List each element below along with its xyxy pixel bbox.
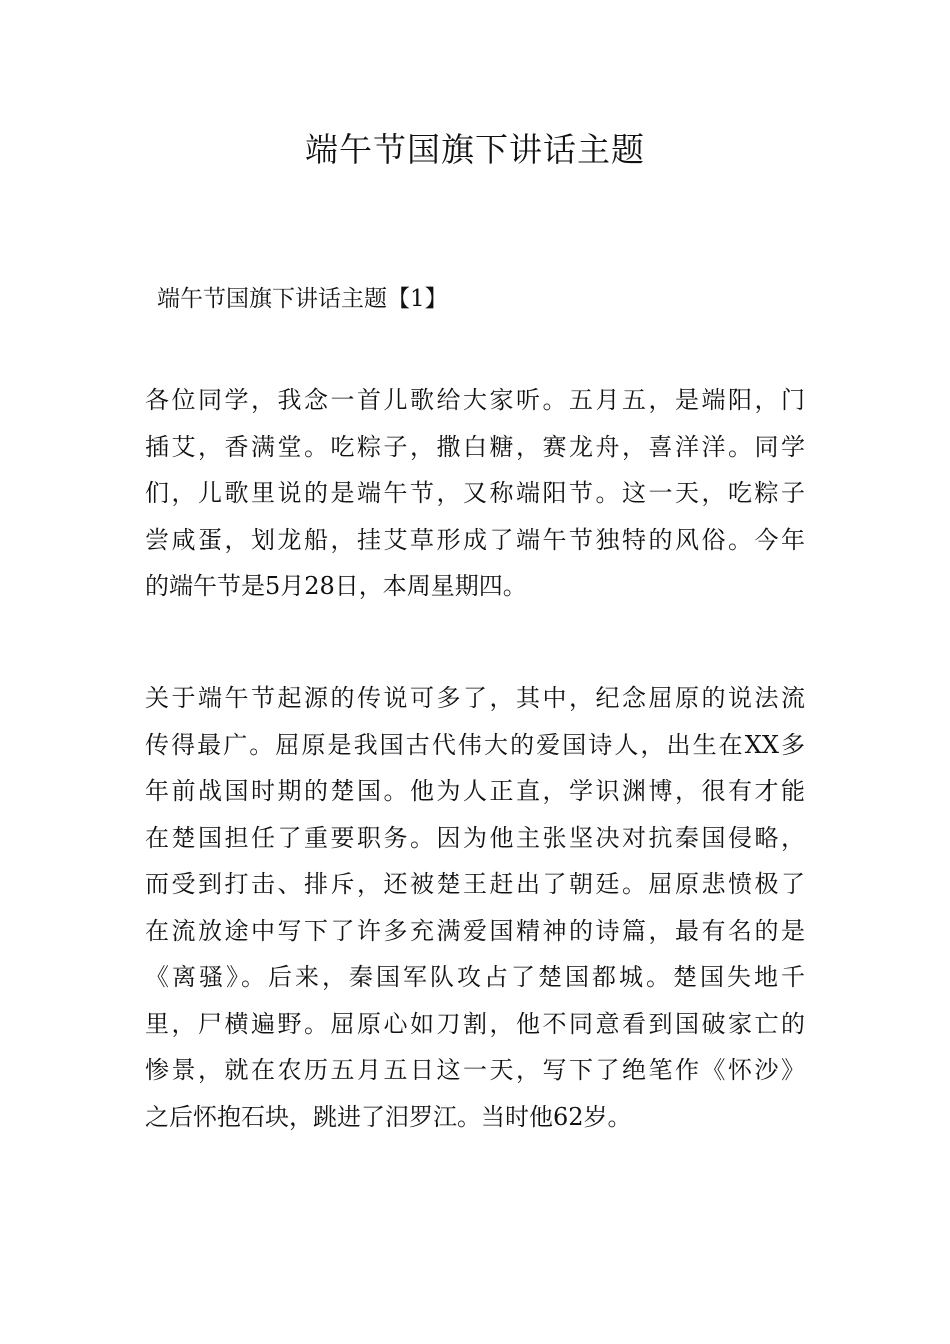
paragraph-line: 关于端午节起源的传说可多了，其中，纪念屈原的说法流 — [145, 684, 805, 712]
document-title: 端午节国旗下讲话主题 — [305, 130, 645, 169]
paragraph-1 — [145, 377, 805, 610]
paragraph-2 — [145, 675, 805, 1140]
paragraph-line: 们，儿歌里说的是端午节，又称端阳节。这一天，吃粽子 — [145, 479, 805, 507]
paragraph-line: 的端午节是5月28日，本周星期四。 — [145, 572, 527, 600]
paragraph-line: 插艾，香满堂。吃粽子，撒白糖，赛龙舟，喜洋洋。同学 — [145, 432, 805, 461]
paragraph-line: 传得最广。屈原是我国古代伟大的爱国诗人，出生在XX多 — [145, 730, 805, 759]
section-heading: 端午节国旗下讲话主题【1】 — [157, 286, 448, 312]
paragraph-line: 之后怀抱石块，跳进了汨罗江。当时他62岁。 — [145, 1102, 632, 1131]
paragraph-line: 《离骚》。后来，秦国军队攻占了楚国都城。楚国失地千 — [145, 963, 805, 991]
paragraph-line: 在流放途中写下了许多充满爱国精神的诗篇，最有名的是 — [145, 916, 805, 945]
paragraph-line: 里，尸横遍野。屈原心如刀割，他不同意看到国破家亡的 — [145, 1009, 805, 1038]
paragraph-line: 年前战国时期的楚国。他为人正直，学识渊博，很有才能 — [145, 777, 805, 805]
paragraph-line: 在楚国担任了重要职务。因为他主张坚决对抗秦国侵略， — [145, 823, 805, 852]
paragraph-line: 惨景，就在农历五月五日这一天，写下了绝笔作《怀沙》 — [145, 1056, 805, 1084]
paragraph-line: 而受到打击、排斥，还被楚王赶出了朝廷。屈原悲愤极了 — [145, 870, 805, 898]
paragraph-line: 各位同学，我念一首儿歌给大家听。五月五，是端阳，门 — [145, 386, 805, 414]
paragraph-line: 尝咸蛋，划龙船，挂艾草形成了端午节独特的风俗。今年 — [145, 525, 805, 554]
